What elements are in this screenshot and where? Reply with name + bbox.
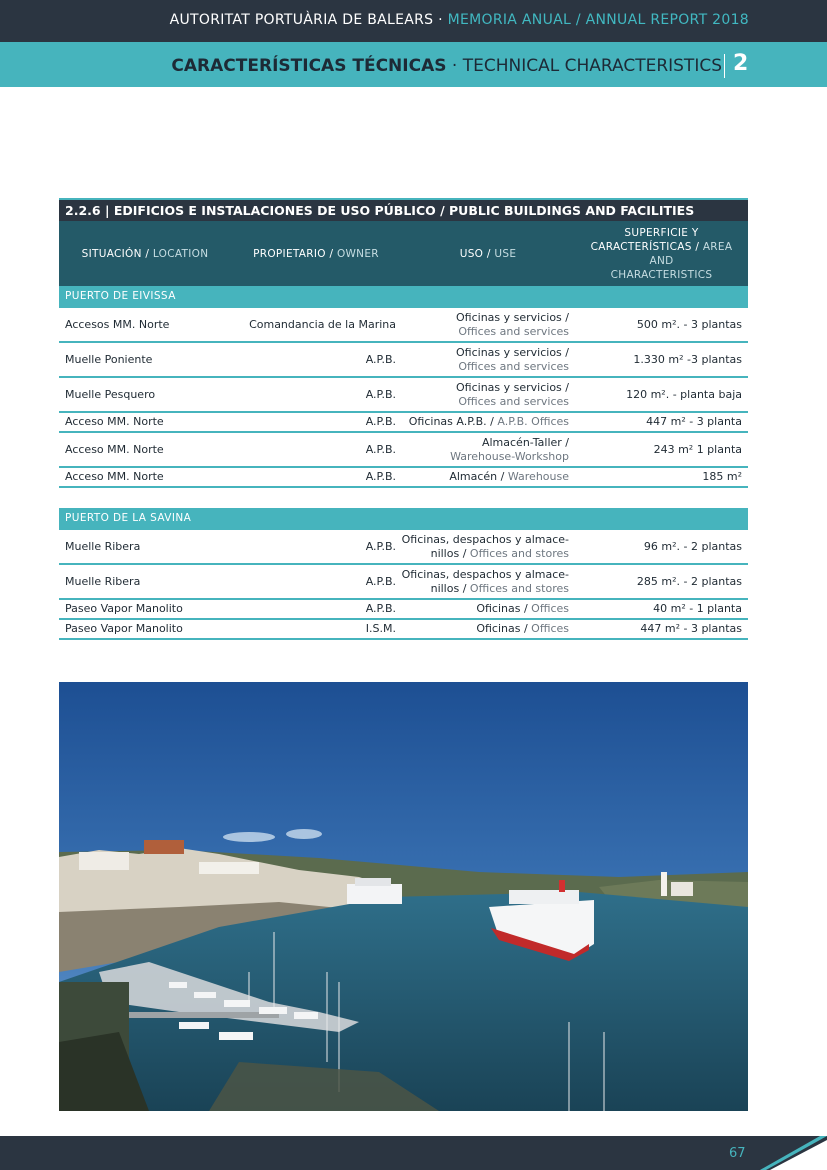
column-location-en: LOCATION [152, 247, 209, 260]
column-area-en3: CHARACTERISTICS [610, 268, 713, 281]
cell-location: Acceso MM. Norte [65, 415, 164, 428]
title-slash: / [571, 12, 586, 28]
cell-owner: A.P.B. [365, 442, 396, 456]
cell-use [401, 343, 569, 376]
table-row [59, 308, 748, 343]
section-title [171, 56, 722, 76]
cell-owner: A.P.B. [365, 602, 396, 615]
cell-use-es: Oficinas, despachos y almace- [401, 567, 569, 581]
cell-use-en: Offices [531, 622, 569, 635]
table-title: 2.2.6 | EDIFICIOS E INSTALACIONES DE USO PÚBLICO / PUBLIC BUILDINGS AND FACILITIES [59, 198, 748, 221]
column-location-es: SITUACIÓN / [81, 247, 150, 260]
cell-location: Muelle Poniente [65, 352, 153, 366]
table-row [59, 530, 748, 565]
table-row [59, 565, 748, 600]
harbor-illustration [59, 682, 748, 1111]
cell-use [401, 468, 569, 486]
column-owner-es: PROPIETARIO / [253, 247, 334, 260]
column-header-use [401, 221, 575, 286]
cell-location: Muelle Ribera [65, 539, 141, 553]
cell-use-es: Oficinas y servicios / [456, 380, 569, 394]
cell-use-es: Oficinas y servicios / [456, 310, 569, 324]
section-header-bar [0, 42, 827, 87]
column-header-owner [231, 221, 401, 286]
annual-report-label: ANNUAL REPORT 2018 [585, 12, 749, 28]
cell-use-en: A.P.B. Offices [497, 415, 569, 428]
cell-owner: A.P.B. [365, 574, 396, 588]
cell-use-es2: nillos / [430, 581, 467, 595]
title-separator: · [433, 12, 448, 28]
facilities-table [59, 198, 748, 640]
report-title [170, 12, 749, 28]
cell-use-es: Almacén-Taller / [481, 435, 569, 449]
cell-use-en: Offices [531, 602, 569, 615]
column-area-en1: AREA [702, 240, 733, 253]
section-title-es: CARACTERÍSTICAS TÉCNICAS [171, 56, 447, 76]
section-divider [724, 54, 725, 78]
cell-use-en: Offices and stores [469, 581, 569, 595]
cell-use [401, 433, 569, 466]
cell-use-es: Almacén / [449, 470, 505, 483]
cell-use-es: Oficinas y servicios / [456, 345, 569, 359]
cell-use-en: Offices and services [458, 324, 569, 338]
column-area-es1: SUPERFICIE Y [624, 226, 699, 239]
top-header-bar [0, 0, 827, 42]
cell-owner: A.P.B. [365, 352, 396, 366]
cell-location: Paseo Vapor Manolito [65, 602, 183, 615]
cell-area: 243 m² 1 planta [653, 442, 742, 456]
column-use-es: USO / [459, 247, 491, 260]
cell-use [401, 600, 569, 618]
table-row [59, 343, 748, 378]
column-header-location [59, 221, 231, 286]
cell-use-en: Offices and stores [469, 546, 569, 560]
cell-owner: A.P.B. [365, 470, 396, 483]
cell-owner: A.P.B. [365, 387, 396, 401]
column-header-area [575, 221, 748, 286]
section-number: 2 [733, 51, 749, 76]
group-header-savina: PUERTO DE LA SAVINA [59, 508, 748, 530]
table-row [59, 468, 748, 488]
cell-area: 285 m². - 2 plantas [636, 574, 742, 588]
group-header-eivissa: PUERTO DE EIVISSA [59, 286, 748, 308]
cell-use-en: Offices and services [458, 394, 569, 408]
cell-use [401, 413, 569, 431]
cell-area: 500 m². - 3 plantas [636, 317, 742, 331]
cell-use-en: Warehouse-Workshop [450, 449, 569, 463]
cell-location: Acceso MM. Norte [65, 442, 164, 456]
cell-use-en: Offices and services [458, 359, 569, 373]
column-owner-en: OWNER [336, 247, 379, 260]
cell-use [401, 530, 569, 563]
cell-use-es: Oficinas / [476, 622, 528, 635]
cell-use-es2: nillos / [430, 546, 467, 560]
page-number: 67 [729, 1146, 746, 1161]
cell-use-es: Oficinas, despachos y almace- [401, 532, 569, 546]
footer-accent-stripe [0, 1136, 827, 1170]
cell-area: 447 m² - 3 plantas [640, 622, 742, 635]
cell-use-en: Warehouse [507, 470, 569, 483]
column-area-es2: CARACTERÍSTICAS / [590, 240, 700, 253]
cell-use-es: Oficinas / [476, 602, 528, 615]
table-row [59, 600, 748, 620]
memoria-label: MEMORIA ANUAL [447, 12, 572, 28]
cell-area: 120 m². - planta baja [626, 387, 742, 401]
cell-area: 40 m² - 1 planta [653, 602, 742, 615]
cell-area: 96 m². - 2 plantas [643, 539, 742, 553]
column-use-en: USE [494, 247, 517, 260]
cell-owner: I.S.M. [365, 622, 396, 635]
cell-use [401, 565, 569, 598]
cell-use [401, 378, 569, 411]
cell-owner: A.P.B. [365, 539, 396, 553]
org-name: AUTORITAT PORTUÀRIA DE BALEARS [169, 12, 434, 28]
footer-bar [0, 1136, 827, 1170]
section-title-en: TECHNICAL CHARACTERISTICS [462, 56, 722, 76]
cell-use [401, 308, 569, 341]
section-title-dot: · [446, 56, 463, 76]
table-row [59, 413, 748, 433]
table-header [59, 221, 748, 286]
port-photograph [59, 682, 748, 1111]
table-row [59, 620, 748, 640]
cell-area: 447 m² - 3 planta [646, 415, 742, 428]
cell-location: Acceso MM. Norte [65, 470, 164, 483]
cell-area: 1.330 m² -3 plantas [633, 352, 742, 366]
cell-location: Muelle Pesquero [65, 387, 156, 401]
cell-use-es: Oficinas A.P.B. / [408, 415, 494, 428]
cell-location: Muelle Ribera [65, 574, 141, 588]
cell-location: Accesos MM. Norte [65, 317, 170, 331]
cell-area: 185 m² [702, 470, 742, 483]
column-area-en2: AND [649, 254, 674, 267]
cell-owner: A.P.B. [365, 415, 396, 428]
cell-owner: Comandancia de la Marina [249, 317, 396, 331]
cell-location: Paseo Vapor Manolito [65, 622, 183, 635]
table-row [59, 378, 748, 413]
cell-use [401, 620, 569, 638]
table-row [59, 433, 748, 468]
